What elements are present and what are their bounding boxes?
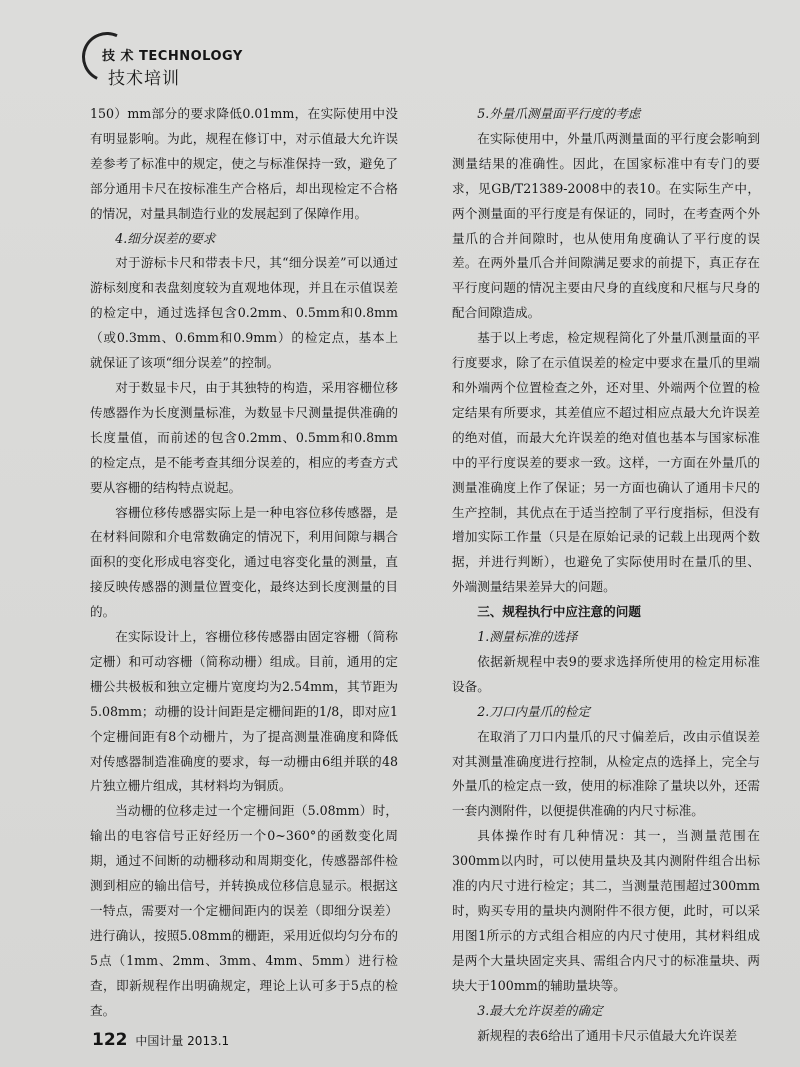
left-column [90, 102, 398, 1024]
paragraph: 依据新规程中表9的要求选择所使用的检定用标准设备。 [452, 653, 760, 694]
paragraph: 基于以上考虑，检定规程简化了外量爪测量面的平行度要求，除了在示值误差的检定中要求在量爪的里端和外端两个位置检查之外，还对里、外端两个位置的检定结果有所要求，其差值应不超过相应点最大允许误差的绝对值，而最大允许误差的绝对值也基本与国家标准中的平行度误差的要求一致。这样，一方面在外量爪的测量准确度上作了保证；另一方面也确认了通用卡尺的生产控制，其优点在于适当控制了平行度指标，但没有增加实际工作量（只是在原始记录的记载上出现两个数据，并进行判断），也避免了实际使用时在量爪的里、外端测量结果差异大的问题。 [452, 330, 760, 595]
page-number: 122 [92, 1030, 128, 1050]
paragraph: 具体操作时有几种情况：其一，当测量范围在300mm以内时，可以使用量块及其内测附件组合出标准的内尺寸进行检定；其二，当测量范围超过300mm时，购买专用的量块内测附件不很方便，此时，可以采用图1所示的方式组合相应的内尺寸使用，其材料组成是两个大量块固定夹具、需组合内尺寸的标准量块、两块大于100mm的辅助量块等。 [452, 828, 760, 993]
paragraph: 对于游标卡尺和带表卡尺，其“细分误差”可以通过游标刻度和表盘刻度较为直观地体现，并且在示值误差的检定中，通过选择包含0.2mm、0.5mm和0.8mm（或0.3mm、0.6mm和0.9mm）的检定点，基本上就保证了该项“细分误差”的控制。 [90, 255, 398, 371]
section-heading: 3.最大允许误差的确定 [477, 1002, 603, 1018]
paragraph: 在取消了刀口内量爪的尺寸偏差后，改由示值误差对其测量准确度进行控制，从检定点的选择上，完全与外量爪的检定点一致，使用的标准除了量块以外，还需一套内测附件，以便提供准确的内尺寸标准。 [452, 728, 760, 819]
paragraph: 容栅位移传感器实际上是一种电容位移传感器，是在材料间隙和介电常数确定的情况下，利用间隙与耦合面积的变化形成电容变化，通过电容变化量的测量，直接反映传感器的测量位置变化，最终达到长度测量的目的。 [90, 504, 398, 620]
section-header [82, 30, 342, 89]
journal-issue: 2013.1 [187, 1034, 230, 1048]
chapter-heading: 三、规程执行中应注意的问题 [477, 604, 641, 620]
page-footer [92, 1030, 229, 1050]
section-heading: 1.测量标准的选择 [477, 629, 578, 645]
paragraph: 150）mm部分的要求降低0.01mm，在实际使用中没有明显影响。为此，规程在修订中，对示值最大允许误差参考了标准中的规定，使之与标准保持一致，避免了部分通用卡尺在按标准生产合格后，却出现检定不合格的情况，对量具制造行业的发展起到了保障作用。 [90, 106, 398, 221]
journal-name: 中国计量 [135, 1034, 184, 1048]
header-label-top: 技 术 TECHNOLOGY [102, 49, 243, 64]
paragraph: 在实际使用中，外量爪两测量面的平行度会影响到测量结果的准确性。因此，在国家标准中有专门的要求，见GB/T21389-2008中的表10。在实际生产中，两个测量面的平行度是有保证的，同时，在考查两个外量爪的合并间隙时，也从使用角度确认了平行度的误差。在两外量爪合并间隙满足要求的前提下，真正存在平行度问题的情况主要由尺身的直线度和尺框与尺身的配合间隙造成。 [452, 130, 760, 321]
paragraph: 在实际设计上，容栅位移传感器由固定容栅（简称定栅）和可动容栅（简称动栅）组成。目前，通用的定栅公共极板和独立定栅片宽度均为2.54mm，其节距为5.08mm；动栅的设计间距是定栅间距的1/8，即对应1个定栅间距有8个动栅片，为了提高测量准确度和降低对传感器制造准确度的要求，每一动栅由6组并联的48片独立栅片组成，其材料均为铜质。 [90, 629, 398, 794]
section-heading: 2.刀口内量爪的检定 [477, 703, 590, 719]
section-heading: 4.细分误差的要求 [115, 230, 216, 246]
header-label-cn: 技术培训 [108, 69, 180, 89]
paragraph: 新规程的表6给出了通用卡尺示值最大允许误差 [477, 1027, 738, 1043]
right-column [452, 102, 760, 1048]
paragraph: 当动栅的位移走过一个定栅间距（5.08mm）时，输出的电容信号正好经历一个0~360°的函数变化周期，通过不间断的动栅移动和周期变化，传感器部件检测到相应的输出信号，并转换成位移信息显示。根据这一特点，需要对一个定栅间距内的误差（即细分误差）进行确认，按照5.08mm的栅距，采用近似均匀分布的5点（1mm、2mm、3mm、4mm、5mm）进行检查，即新规程作出明确规定，理论上认可多于5点的检查。 [90, 803, 398, 1018]
section-heading: 5.外量爪测量面平行度的考虑 [477, 106, 641, 121]
paragraph: 对于数显卡尺，由于其独特的构造，采用容栅位移传感器作为长度测量标准，为数显卡尺测量提供准确的长度量值，而前述的包含0.2mm、0.5mm和0.8mm的检定点，是不能考查其细分误差的，相应的考查方式要从容栅的结构特点说起。 [90, 379, 398, 495]
